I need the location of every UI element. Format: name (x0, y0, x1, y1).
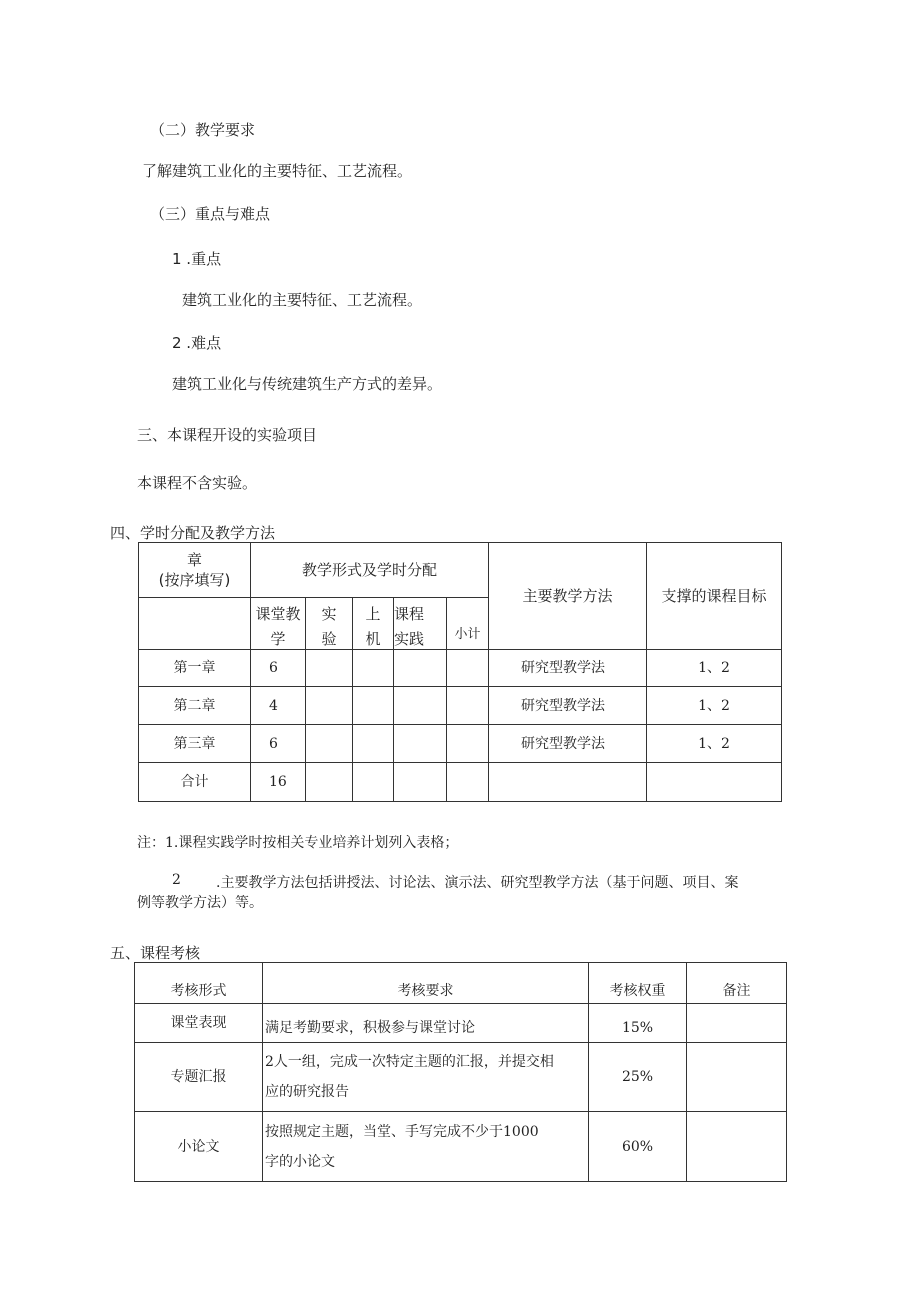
assess-req-line2: 应的研究报告 (265, 1084, 349, 1100)
sub-computer-line1: 上 (365, 605, 381, 623)
table-row (135, 1004, 787, 1043)
goal-cell (647, 763, 782, 802)
header-assess-weight: 考核权重 (589, 963, 687, 1004)
practice-hours-cell (394, 725, 447, 763)
classroom-hours-cell: 4 (251, 687, 306, 725)
assess-note-cell (687, 1043, 787, 1112)
assess-form-cell: 课堂表现 (135, 1004, 263, 1043)
table-row (139, 687, 782, 725)
goal-cell: 1、2 (647, 725, 782, 763)
table-row (135, 1112, 787, 1182)
note-2-line2: 例等教学方法）等。 (137, 895, 263, 911)
assess-note-cell (687, 1112, 787, 1182)
note-2-number: 2 (172, 872, 181, 888)
subtotal-hours-cell (447, 763, 489, 802)
chapter-cell: 第三章 (139, 725, 251, 763)
classroom-hours-cell: 16 (251, 763, 306, 802)
section5-heading: 五、课程考核 (110, 944, 201, 962)
header-chapter-line2: (按序填写) (158, 571, 231, 589)
sub-subtotal: 小计 (447, 598, 489, 650)
sub-computer-line2: 机 (365, 630, 381, 648)
note-1: 注：1.课程实践学时按相关专业培养计划列入表格； (137, 835, 459, 851)
section3-heading: 三、本课程开设的实验项目 (137, 426, 318, 444)
assess-weight-cell: 25% (589, 1043, 687, 1112)
chapter-cell: 合计 (139, 763, 251, 802)
goal-cell: 1、2 (647, 650, 782, 687)
practice-hours-cell (394, 687, 447, 725)
assess-req-cell (263, 1004, 589, 1043)
note-2-line1: .主要教学方法包括讲授法、讨论法、演示法、研究型教学方法（基于问题、项目、案 (216, 875, 739, 891)
practice-hours-cell (394, 763, 447, 802)
sub-lab-line2: 验 (321, 630, 337, 648)
chapter-cell: 第一章 (139, 650, 251, 687)
section3-text: 本课程不含实验。 (137, 474, 258, 492)
lab-hours-cell (306, 763, 353, 802)
computer-hours-cell (353, 687, 394, 725)
key-point-label: 1 .重点 (172, 250, 222, 268)
header-chapter-line1: 章 (186, 551, 202, 569)
assess-req-line1: 按照规定主题，当堂、手写完成不少于1000 (265, 1123, 539, 1140)
chapter-cell: 第二章 (139, 687, 251, 725)
lab-hours-cell (306, 725, 353, 763)
assess-req-line1: 满足考勤要求，积极参与课堂讨论 (265, 1020, 475, 1036)
practice-hours-cell (394, 650, 447, 687)
sub-lab (306, 598, 353, 650)
header-course-goal: 支撑的课程目标 (647, 543, 782, 650)
computer-hours-cell (353, 763, 394, 802)
lab-hours-cell (306, 687, 353, 725)
table-row (139, 763, 782, 802)
teaching-requirements-text: 了解建筑工业化的主要特征、工艺流程。 (142, 162, 413, 180)
assess-form-cell: 专题汇报 (135, 1043, 263, 1112)
assess-weight-cell: 60% (589, 1112, 687, 1182)
difficult-point-label: 2 .难点 (172, 334, 222, 352)
sub-practice-line1: 课程 (394, 605, 425, 623)
method-cell: 研究型教学法 (489, 687, 647, 725)
assess-req-line2: 字的小论文 (265, 1153, 335, 1170)
header-assess-req: 考核要求 (263, 963, 589, 1004)
assess-req-cell (263, 1043, 589, 1112)
subtotal-hours-cell (447, 725, 489, 763)
key-point-text: 建筑工业化的主要特征、工艺流程。 (182, 291, 423, 309)
hours-table (138, 542, 782, 802)
subheading-teaching-requirements: （二）教学要求 (150, 121, 256, 139)
header-assess-form: 考核形式 (135, 963, 263, 1004)
subtotal-hours-cell (447, 687, 489, 725)
method-cell: 研究型教学法 (489, 650, 647, 687)
lab-hours-cell (306, 650, 353, 687)
assess-req-cell (263, 1112, 589, 1182)
sub-computer (353, 598, 394, 650)
sub-classroom-line1: 课堂教 (255, 605, 301, 623)
header-main-method: 主要教学方法 (489, 543, 647, 650)
computer-hours-cell (353, 650, 394, 687)
assessment-table (134, 962, 787, 1182)
table-row (139, 725, 782, 763)
header-chapter (139, 543, 251, 598)
classroom-hours-cell: 6 (251, 725, 306, 763)
table-row (139, 650, 782, 687)
subheading-key-difficult-points: （三）重点与难点 (150, 205, 271, 223)
assess-form-cell: 小论文 (135, 1112, 263, 1182)
sub-practice-line2: 实践 (394, 630, 425, 648)
classroom-hours-cell: 6 (251, 650, 306, 687)
computer-hours-cell (353, 725, 394, 763)
goal-cell: 1、2 (647, 687, 782, 725)
subtotal-hours-cell (447, 650, 489, 687)
header-assess-note: 备注 (687, 963, 787, 1004)
table-row (135, 1043, 787, 1112)
sub-classroom-line2: 学 (270, 630, 286, 648)
method-cell (489, 763, 647, 802)
header-chapter-empty (139, 598, 251, 650)
sub-classroom (251, 598, 306, 650)
assess-req-line1: 2人一组，完成一次特定主题的汇报，并提交相 (265, 1054, 554, 1070)
difficult-point-text: 建筑工业化与传统建筑生产方式的差异。 (172, 375, 443, 393)
sub-lab-line1: 实 (321, 605, 337, 623)
method-cell: 研究型教学法 (489, 725, 647, 763)
sub-practice (394, 598, 447, 650)
assess-weight-cell: 15% (589, 1004, 687, 1043)
header-teaching-form: 教学形式及学时分配 (251, 543, 489, 598)
assess-note-cell (687, 1004, 787, 1043)
section4-heading: 四、学时分配及教学方法 (110, 524, 276, 542)
